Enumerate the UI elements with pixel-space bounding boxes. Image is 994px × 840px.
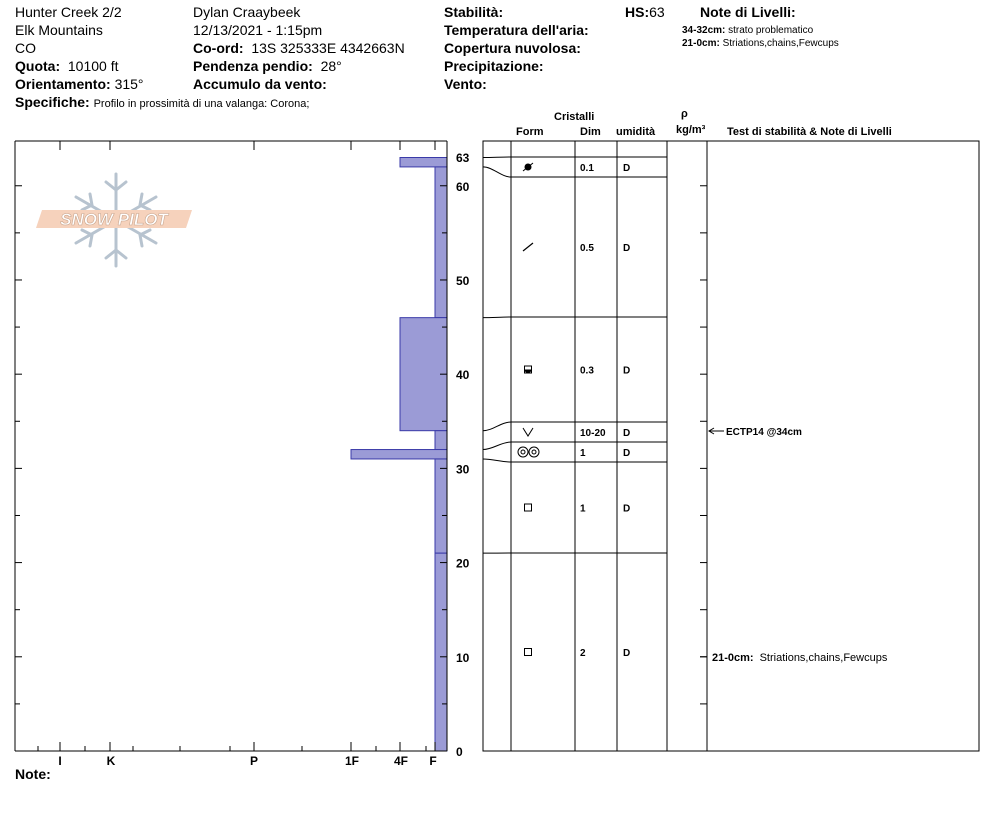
layer-dim: 0.3: [580, 365, 594, 377]
hardness-profile: [351, 158, 447, 752]
density-rho-header: ρ: [681, 108, 688, 120]
depth-hoar-chains-icon: [518, 447, 539, 457]
hs-label: HS:: [625, 4, 650, 20]
layer-moisture: D: [623, 503, 631, 515]
layer-moisture: D: [623, 448, 631, 459]
glyph-ring-inner: [521, 450, 525, 454]
logo-text: SNOW PILOT: [60, 210, 168, 229]
aspect-value: 315°: [114, 76, 144, 92]
stability-test-label: ECTP14 @34cm: [726, 427, 802, 438]
glyph-ring: [529, 447, 539, 457]
glyph-ring: [518, 447, 528, 457]
glyph-ring-inner: [532, 450, 536, 454]
hardness-label: I: [58, 754, 62, 768]
depth-connector: [483, 317, 511, 318]
layer-dim: 2: [580, 648, 586, 659]
layer-moisture: D: [623, 243, 631, 254]
hardness-bar: [400, 318, 447, 431]
date-time: 12/13/2021 - 1:15pm: [193, 22, 323, 38]
layer-moisture: D: [623, 365, 631, 377]
state: CO: [15, 40, 36, 56]
hardness-label: 4F: [393, 754, 409, 768]
depth-connector: [483, 157, 511, 158]
depth-hoar-icon: [523, 428, 533, 436]
depth-connector: [483, 459, 511, 462]
location-name: Hunter Creek 2/2: [15, 4, 122, 20]
precipitation-label: Precipitazione:: [444, 58, 544, 74]
crystals-header: Cristalli: [554, 111, 595, 123]
form-header: Form: [516, 126, 544, 138]
layer-moisture: D: [623, 648, 631, 659]
layer-comment: [712, 652, 888, 664]
coord-value: 13S 325333E 4342663N: [251, 40, 405, 56]
depth-label: 60: [456, 179, 470, 194]
decomposing-fragments-icon: [523, 163, 533, 171]
layer-dim: 1: [580, 503, 586, 515]
depth-label: 63: [456, 151, 470, 165]
layer-dim: 1: [580, 448, 586, 459]
glyph-box: [525, 649, 532, 656]
observer: Dylan Craaybeek: [193, 4, 301, 20]
hardness-label: F: [429, 754, 437, 768]
specifics-value: Profilo in prossimità di una valanga: Corona;: [93, 98, 310, 110]
hardness-label: K: [106, 754, 116, 768]
precipitation-particles-icon: [523, 243, 533, 251]
depth-label: 30: [456, 462, 470, 477]
layer-moisture: D: [623, 428, 631, 439]
hardness-bar: [435, 459, 447, 553]
slope-value: 28°: [320, 58, 342, 74]
moisture-header: umidità: [616, 126, 656, 138]
mountain-range: Elk Mountains: [15, 22, 103, 38]
layer-dim: 10-20: [580, 428, 606, 439]
density-unit-header: kg/m³: [676, 124, 706, 136]
sky-cover-label: Copertura nuvolosa:: [444, 40, 581, 56]
stability-label: Stabilità:: [444, 4, 504, 20]
hardness-bar: [400, 158, 447, 167]
wind-loading-label: Accumulo da vento:: [193, 76, 327, 92]
layer-notes-title: Note di Livelli:: [700, 4, 796, 20]
depth-label: 40: [456, 368, 470, 383]
coord-label: Co-ord:: [193, 40, 244, 56]
hs-value: 63: [649, 4, 665, 20]
layer-moisture: D: [623, 163, 631, 174]
layer-dim: 0.1: [580, 163, 594, 174]
depth-connector: [483, 442, 511, 450]
stability-notes: [700, 186, 888, 751]
hardness-bar: [435, 553, 447, 751]
elevation-value: 10100 ft: [67, 58, 119, 74]
depth-label: 50: [456, 273, 470, 288]
glyph-stroke: [523, 243, 533, 251]
hardness-bar: [435, 167, 447, 318]
depth-label: 10: [456, 650, 470, 665]
depth-connector: [483, 422, 511, 431]
slope-label: Pendenza pendio:: [193, 58, 313, 74]
depth-label: 20: [456, 556, 470, 571]
layer-note-text: strato problematico: [728, 25, 814, 36]
rounded-faceted-icon: [525, 366, 532, 373]
faceted-icon: [525, 649, 532, 656]
wind-label: Vento:: [444, 76, 487, 92]
faceted-icon: [525, 504, 532, 511]
elevation-label: Quota:: [15, 58, 61, 74]
layer-note-text: Striations,chains,Fewcups: [722, 38, 839, 49]
air-temp-label: Temperatura dell'aria:: [444, 22, 589, 38]
aspect-label: Orientamento:: [15, 76, 111, 92]
hardness-label: 1F: [344, 754, 360, 768]
layer-note-range: 21-0cm:: [682, 38, 720, 49]
hardness-label: P: [249, 754, 259, 768]
layer-comment-text: Striations,chains,Fewcups: [759, 651, 888, 664]
glyph-box: [525, 504, 532, 511]
hardness-bar: [351, 450, 447, 459]
depth-label: 0: [456, 745, 463, 759]
depth-connector: [483, 167, 511, 177]
specifics-label: Specifiche:: [15, 94, 90, 110]
hardness-bar: [435, 431, 447, 450]
dim-header: Dim: [580, 126, 601, 138]
note-label: Note:: [15, 766, 51, 782]
stability-tests-header: Test di stabilità & Note di Livelli: [727, 126, 892, 138]
layer-comment-range: 21-0cm:: [712, 651, 754, 664]
glyph-v: [523, 428, 533, 436]
layer-dim: 0.5: [580, 243, 594, 254]
layer-note-range: 34-32cm:: [682, 25, 726, 36]
